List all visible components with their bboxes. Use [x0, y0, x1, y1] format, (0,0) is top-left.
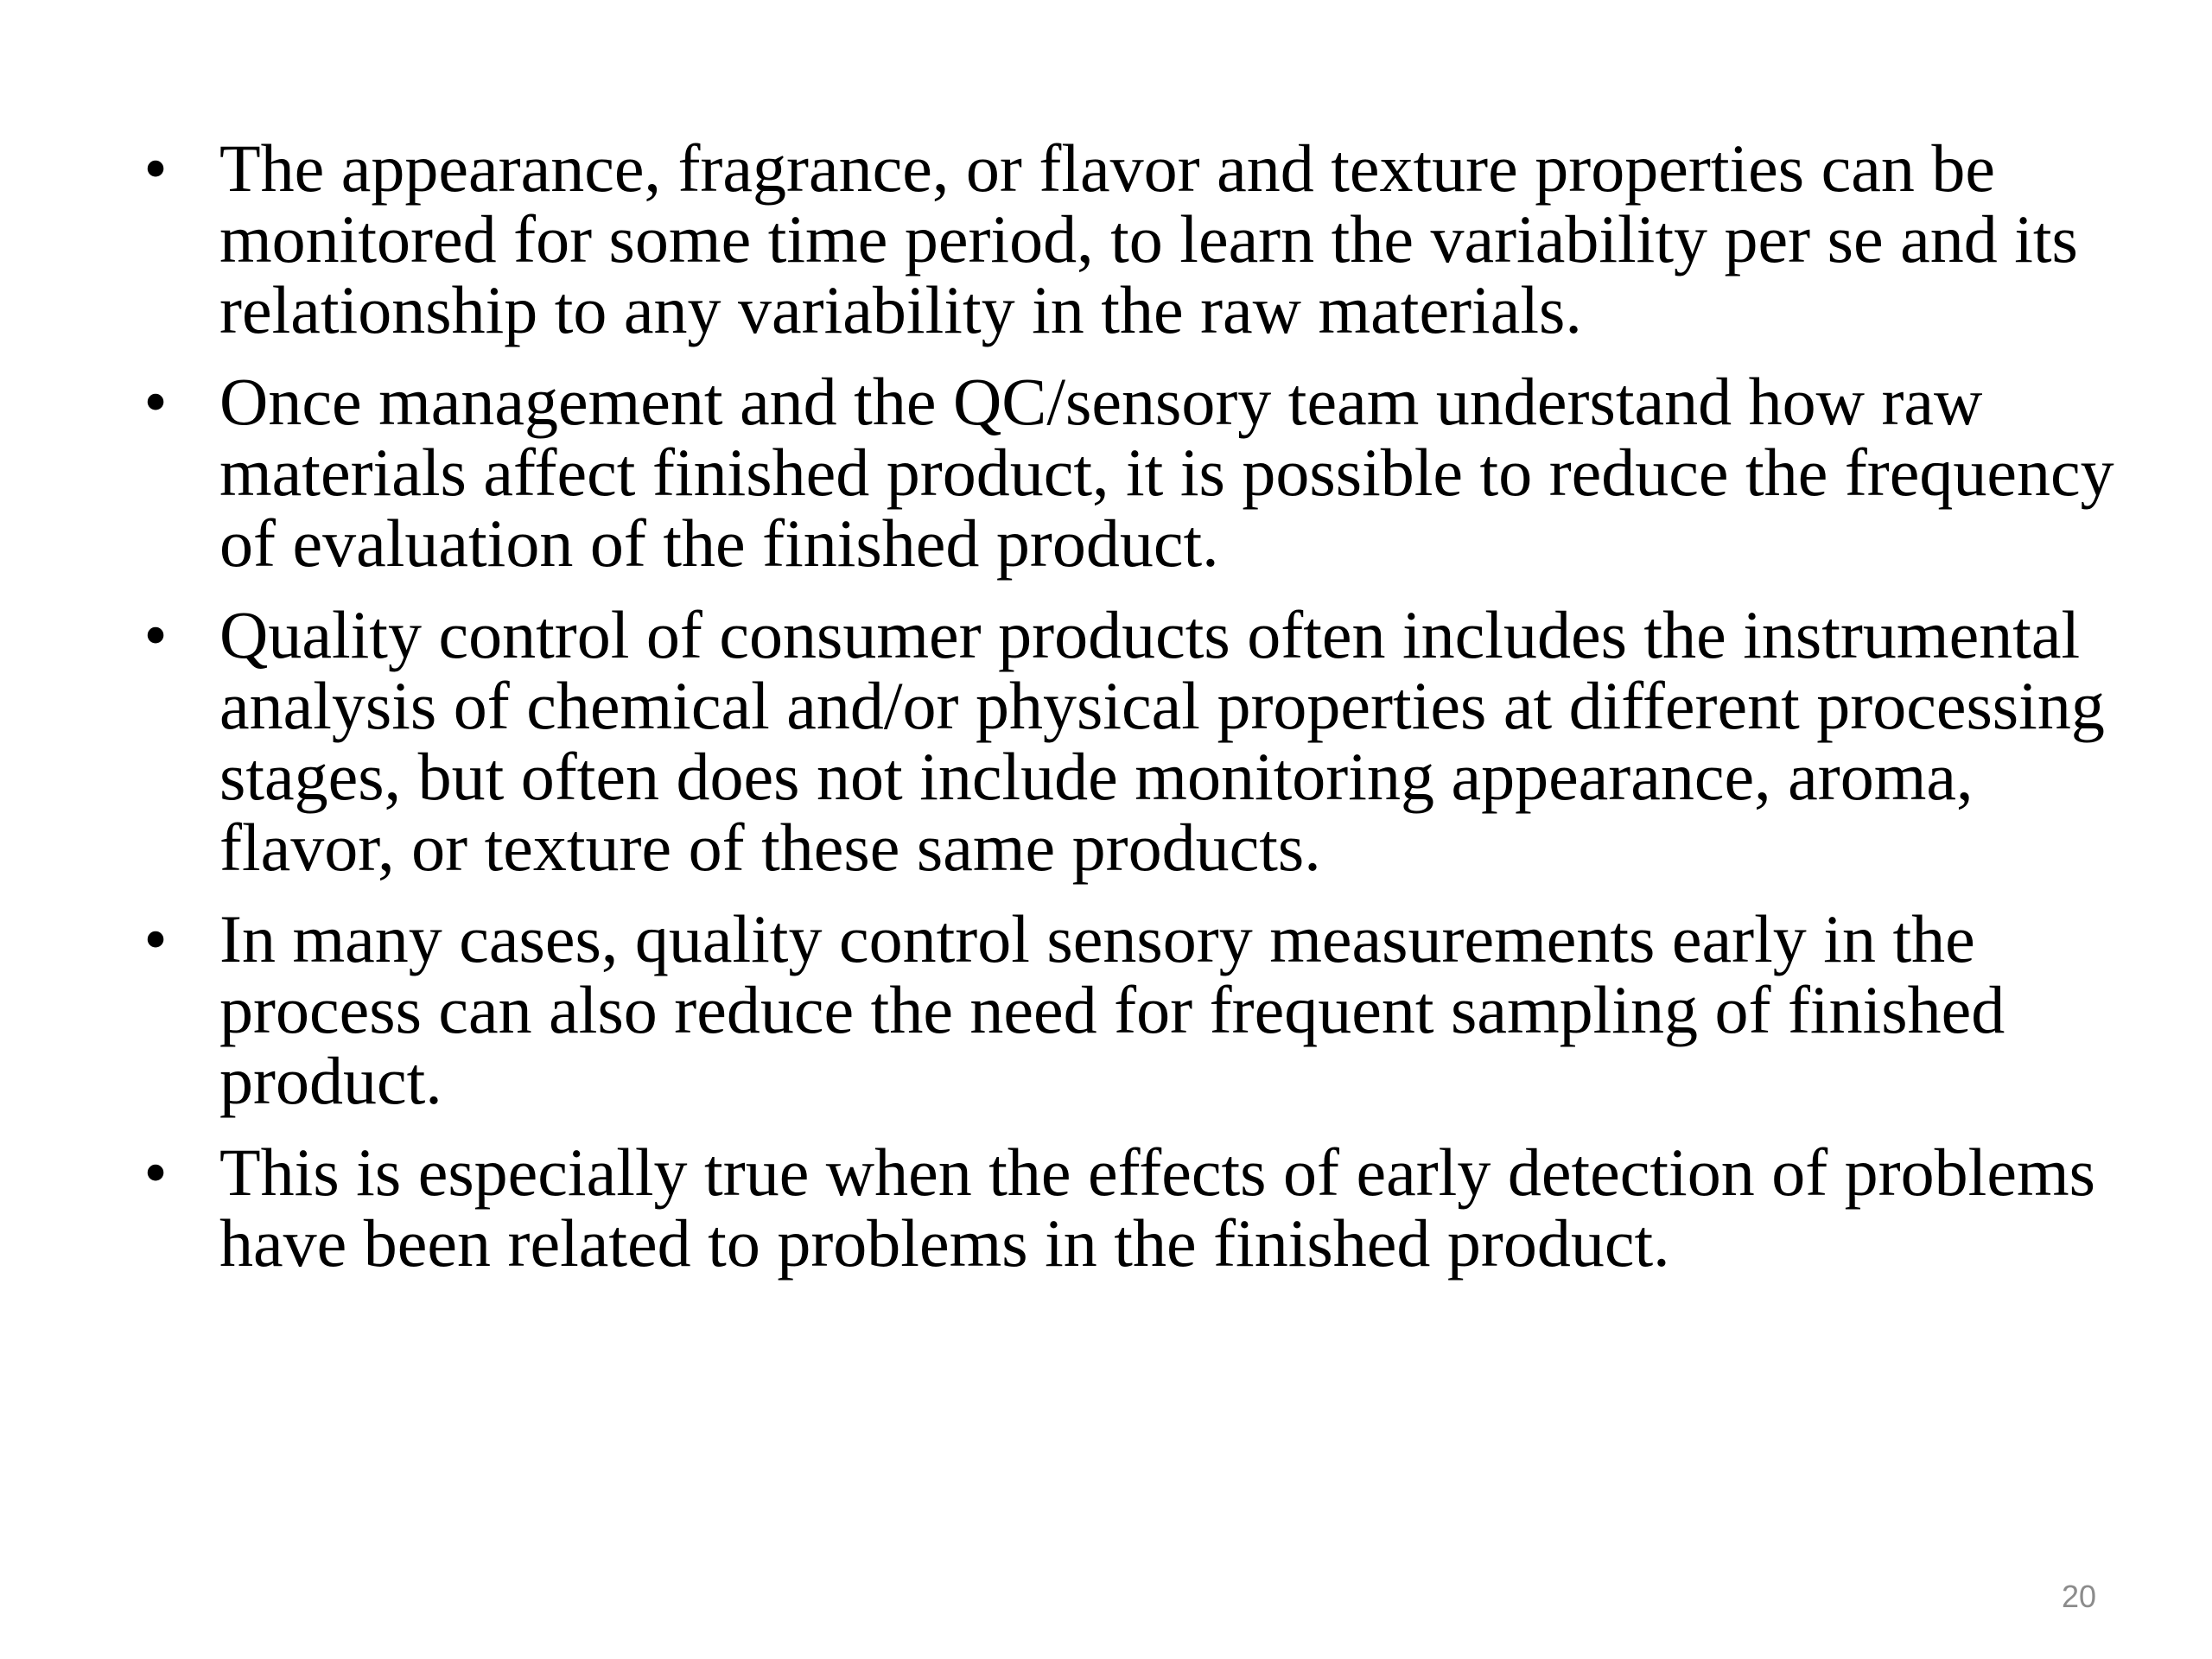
bullet-text: Quality control of consumer products often includes the instrumental analysis of chemical and/or physical properties at different processing stages, but often does not include monitoring appearance, aroma, flavor, or texture of these same products.: [219, 597, 2105, 885]
bullet-item: [130, 130, 2117, 347]
bullet-text: This is especially true when the effects of early detection of problems have been related to problems in the finished product.: [219, 1135, 2095, 1281]
bullet-item: [130, 901, 2117, 1118]
bullet-text: Once management and the QC/sensory team understand how raw materials affect finished product, it is possible to reduce the frequency of evaluation of the finished product.: [219, 364, 2114, 581]
bullet-text: The appearance, fragrance, or flavor and texture properties can be monitored for some time period, to learn the variability per se and its relationship to any variability in the raw materials.: [219, 130, 2078, 347]
bullet-dot-icon: •: [143, 901, 168, 976]
bullet-item: [130, 366, 2117, 579]
bullet-list: [130, 130, 2117, 1300]
bullet-item: [130, 1137, 2117, 1279]
bullet-dot-icon: •: [143, 597, 168, 672]
bullet-item: [130, 597, 2117, 885]
bullet-dot-icon: •: [143, 130, 168, 206]
bullet-dot-icon: •: [143, 1135, 168, 1210]
bullet-text: In many cases, quality control sensory measurements early in the process can also reduce the need for frequent sampling of finished product.: [219, 901, 2005, 1118]
bullet-dot-icon: •: [143, 364, 168, 439]
page-number: 20: [2061, 1579, 2096, 1614]
